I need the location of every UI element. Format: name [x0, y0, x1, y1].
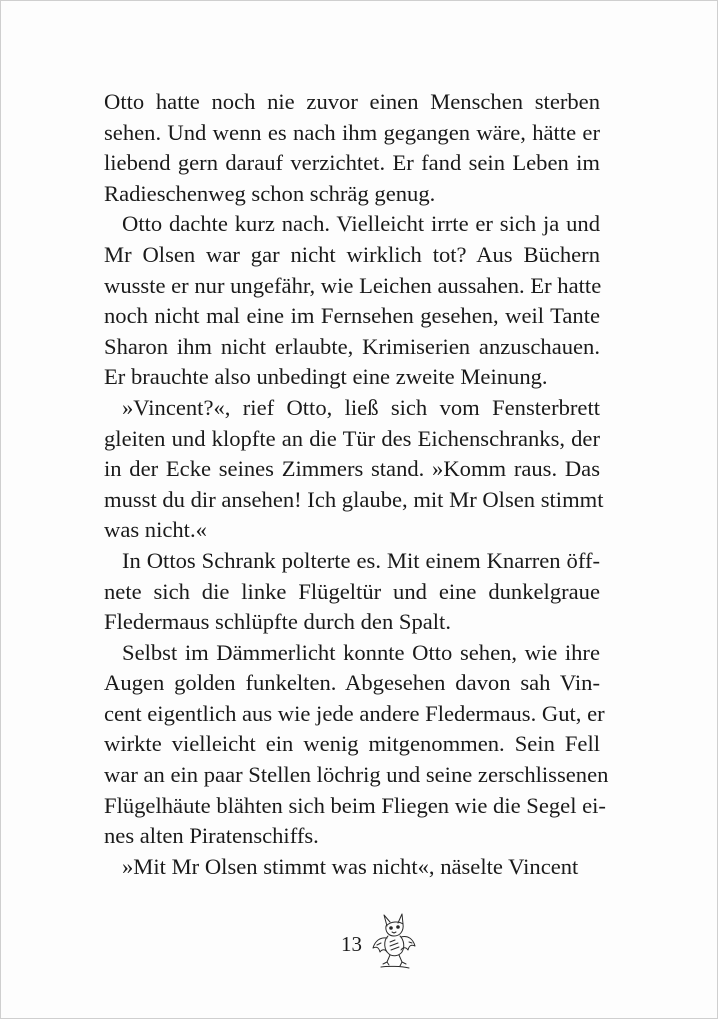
- text-line: Sharon ihm nicht erlaubte, Krimiserien anzuschauen.: [104, 333, 600, 359]
- text-line: noch nicht mal eine im Fernsehen gesehen, weil Tante: [104, 303, 600, 329]
- text-line: liebend gern darauf verzichtet. Er fand sein Leben im: [104, 150, 600, 176]
- paragraph: [104, 393, 604, 546]
- paragraph: [104, 852, 600, 883]
- text-line: Flügelhäute blähten sich beim Fliegen wie die Segel ei-: [104, 792, 606, 818]
- text-line: Mr Olsen war gar nicht wirklich tot? Aus Büchern: [104, 241, 600, 267]
- page-number: 13: [341, 932, 362, 956]
- paragraph: [104, 87, 600, 209]
- body-text: [104, 87, 609, 882]
- text-line: nete sich die linke Flügeltür und eine dunkelgraue: [104, 578, 600, 604]
- text-line: was nicht.«: [104, 517, 207, 543]
- text-line: Augen golden funkelten. Abgesehen davon sah Vin-: [104, 670, 600, 696]
- text-line: in der Ecke seines Zimmers stand. »Komm raus. Das: [104, 456, 600, 482]
- bat-sketch-icon: [371, 912, 417, 970]
- text-line: sehen. Und wenn es nach ihm gegangen wäre, hätte er: [104, 119, 600, 145]
- text-line: nes alten Piratenschiffs.: [104, 823, 319, 849]
- text-line: Otto dachte kurz nach. Vielleicht irrte er sich ja und: [122, 211, 600, 237]
- text-line: Selbst im Dämmerlicht konnte Otto sehen, wie ihre: [122, 639, 600, 665]
- paragraph: [104, 209, 600, 393]
- text-line: wusste er nur ungefähr, wie Leichen aussahen. Er hatte: [104, 272, 602, 298]
- text-line: In Ottos Schrank polterte es. Mit einem Knarren öff-: [122, 547, 600, 573]
- text-line: Er brauchte also unbedingt eine zweite Meinung.: [104, 364, 548, 390]
- text-line: wirkte vielleicht ein wenig mitgenommen. Sein Fell: [104, 731, 600, 757]
- text-line: gleiten und klopfte an die Tür des Eichenschranks, der: [104, 425, 600, 451]
- text-line: Fledermaus schlüpfte durch den Spalt.: [104, 609, 451, 635]
- text-line: »Vincent?«, rief Otto, ließ sich vom Fensterbrett: [122, 394, 600, 420]
- text-line: »Mit Mr Olsen stimmt was nicht«, näselte Vincent: [122, 853, 579, 879]
- text-line: musst du dir ansehen! Ich glaube, mit Mr Olsen stimmt: [104, 486, 604, 512]
- text-line: Otto hatte noch nie zuvor einen Menschen sterben: [104, 89, 600, 114]
- paragraph: [104, 638, 609, 852]
- text-line: cent eigentlich aus wie jede andere Fledermaus. Gut, er: [104, 700, 605, 726]
- paragraph: [104, 546, 600, 638]
- text-line: Radieschenweg schon schräg genug.: [104, 180, 436, 206]
- text-line: war an ein paar Stellen löchrig und seine zerschlissenen: [104, 762, 609, 788]
